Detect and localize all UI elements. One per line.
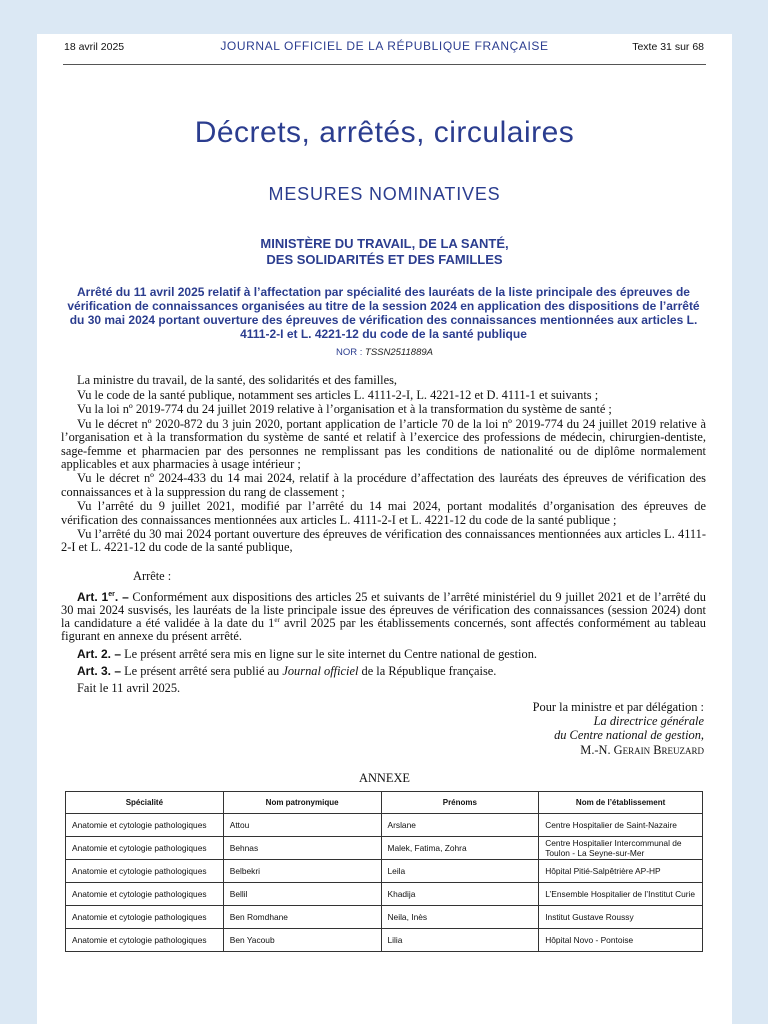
table-row (66, 906, 703, 929)
cell-etablissement: Hôpital Novo - Pontoise (539, 929, 703, 952)
column-header-prenoms: Prénoms (381, 792, 539, 814)
ministry-heading (37, 236, 732, 268)
ministry-line-1: MINISTÈRE DU TRAVAIL, DE LA SANTÉ, (260, 236, 509, 251)
cell-etablissement: Institut Gustave Roussy (539, 906, 703, 929)
article-1: Art. 1er. – Conformément aux dispositions des articles 25 et suivants de l’arrêté ministériel du 9 juillet 2021 et de l’arrêté du 30 mai 2024 susvisés, les lauréats de la liste principale issue des épreuves de vérification des connaissances (session 2024) dont la candidature a été validée à la date du 1er avril 2025 par les établissements concernés, sont affectés conformément au tableau figurant en annexe du présent arrêté. (61, 589, 706, 644)
signatory-name: M.-N. Gerain Breuzard (580, 742, 704, 757)
signature-block (437, 700, 704, 757)
article-2: Art. 2. – Le présent arrêté sera mis en ligne sur le site internet du Centre national de gestion. (77, 646, 537, 661)
nor-reference (37, 347, 732, 358)
signature-line-2: La directrice générale (593, 714, 704, 729)
section-subtitle: MESURES NOMINATIVES (268, 184, 501, 204)
cell-prenoms: Leila (381, 860, 539, 883)
arrete-body (61, 374, 706, 697)
visa-paragraph: Vu la loi nº 2019-774 du 24 juillet 2019 relative à l’organisation et à la transformation du système de santé ; (77, 402, 612, 417)
annexe-title: ANNEXE (359, 771, 410, 785)
cell-nom: Behnas (223, 837, 381, 860)
column-header-etablissement: Nom de l’établissement (539, 792, 703, 814)
column-header-specialite: Spécialité (66, 792, 224, 814)
annex-table (65, 791, 703, 952)
cell-specialite: Anatomie et cytologie pathologiques (66, 814, 224, 837)
header-journal-title: JOURNAL OFFICIEL DE LA RÉPUBLIQUE FRANÇAISE (220, 39, 549, 53)
column-header-nom: Nom patronymique (223, 792, 381, 814)
article-2-label: Art. 2. – (77, 646, 122, 661)
section-title: Décrets, arrêtés, circulaires (194, 116, 575, 149)
cell-specialite: Anatomie et cytologie pathologiques (66, 883, 224, 906)
cell-prenoms: Khadija (381, 883, 539, 906)
visa-paragraph: Vu l’arrêté du 30 mai 2024 portant ouverture des épreuves de vérification des connaissances mentionnées aux articles L. 4111-2-I et L. 4221-12 du code de la santé publique, (61, 527, 706, 555)
document-page (37, 34, 732, 1024)
visa-paragraph: Vu l’arrêté du 9 juillet 2021, modifié par l’arrêté du 14 mai 2024, portant modalités d’organisation des épreuves de vérification des connaissances mentionnées aux articles L. 4111-2-I et L. 4221-12 du code de la santé publique ; (61, 499, 706, 527)
cell-nom: Ben Romdhane (223, 906, 381, 929)
cell-prenoms: Neila, Inès (381, 906, 539, 929)
cell-specialite: Anatomie et cytologie pathologiques (66, 860, 224, 883)
visa-paragraph: Vu le décret nº 2024-433 du 14 mai 2024, relatif à la procédure d’affectation des lauréats des épreuves de vérification des connaissances et à la suppression du rang de classement ; (61, 471, 706, 499)
ministry-line-2: DES SOLIDARITÉS ET DES FAMILLES (266, 252, 503, 267)
article-1-label: Art. 1er. – (77, 589, 129, 604)
arrete-title: Arrêté du 11 avril 2025 relatif à l’affectation par spécialité des lauréats de la liste principale des épreuves de vérification de connaissances organisées au titre de la session 2024 en application des dispositions de l’arrêté du 30 mai 2024 portant ouverture des épreuves de vérification des connaissances mentionnées aux articles L. 4111-2-I et L. 4221-12 du code de la santé publique (67, 285, 700, 341)
nor-code: TSSN2511889A (365, 347, 433, 358)
table-row (66, 814, 703, 837)
cell-prenoms: Lilia (381, 929, 539, 952)
header-date: 18 avril 2025 (64, 41, 125, 53)
cell-specialite: Anatomie et cytologie pathologiques (66, 906, 224, 929)
table-header-row (66, 792, 703, 814)
journal-header (37, 34, 732, 64)
cell-nom: Belbekri (223, 860, 381, 883)
table-row (66, 837, 703, 860)
cell-specialite: Anatomie et cytologie pathologiques (66, 837, 224, 860)
cell-etablissement: Centre Hospitalier de Saint-Nazaire (539, 814, 703, 837)
signature-line-1: Pour la ministre et par délégation : (532, 700, 704, 714)
cell-etablissement: Hôpital Pitié-Salpêtrière AP-HP (539, 860, 703, 883)
signature-line-3: du Centre national de gestion, (554, 728, 704, 743)
header-page-number: Texte 31 sur 68 (632, 41, 704, 53)
visa-paragraph: Vu le décret nº 2020-872 du 3 juin 2020, portant application de l’article 70 de la loi nº 2019-774 du 24 juillet 2019 relative à l’organisation et à la transformation du système de santé et relatif à l’exercice des professions de médecin, chirurgien-dentiste, sage-femme et pharmacien par des personnes ne remplissant pas les conditions de nationalité ou de diplôme normalement applicables et aux pharmacies à usage intérieur ; (61, 417, 706, 471)
table-row (66, 929, 703, 952)
article-3-label: Art. 3. – (77, 663, 122, 678)
fait-le: Fait le 11 avril 2025. (77, 681, 181, 696)
cell-specialite: Anatomie et cytologie pathologiques (66, 929, 224, 952)
cell-nom: Bellil (223, 883, 381, 906)
nor-label: NOR : (336, 347, 363, 358)
visa-paragraph: Vu le code de la santé publique, notamment ses articles L. 4111-2-I, L. 4221-12 et D. 4111-1 et suivants ; (77, 387, 599, 402)
arrete-word: Arrête : (133, 568, 172, 583)
cell-nom: Attou (223, 814, 381, 837)
article-3: Art. 3. – Le présent arrêté sera publié au Journal officiel de la République française. (77, 663, 497, 678)
cell-etablissement: Centre Hospitalier Intercommunal de Toulon - La Seyne-sur-Mer (539, 837, 703, 860)
cell-nom: Ben Yacoub (223, 929, 381, 952)
table-row (66, 883, 703, 906)
header-divider (63, 64, 706, 65)
table-row (66, 860, 703, 883)
visa-paragraph: La ministre du travail, de la santé, des solidarités et des familles, (77, 373, 397, 387)
cell-prenoms: Malek, Fatima, Zohra (381, 837, 539, 860)
cell-prenoms: Arslane (381, 814, 539, 837)
cell-etablissement: L’Ensemble Hospitalier de l’Institut Curie (539, 883, 703, 906)
